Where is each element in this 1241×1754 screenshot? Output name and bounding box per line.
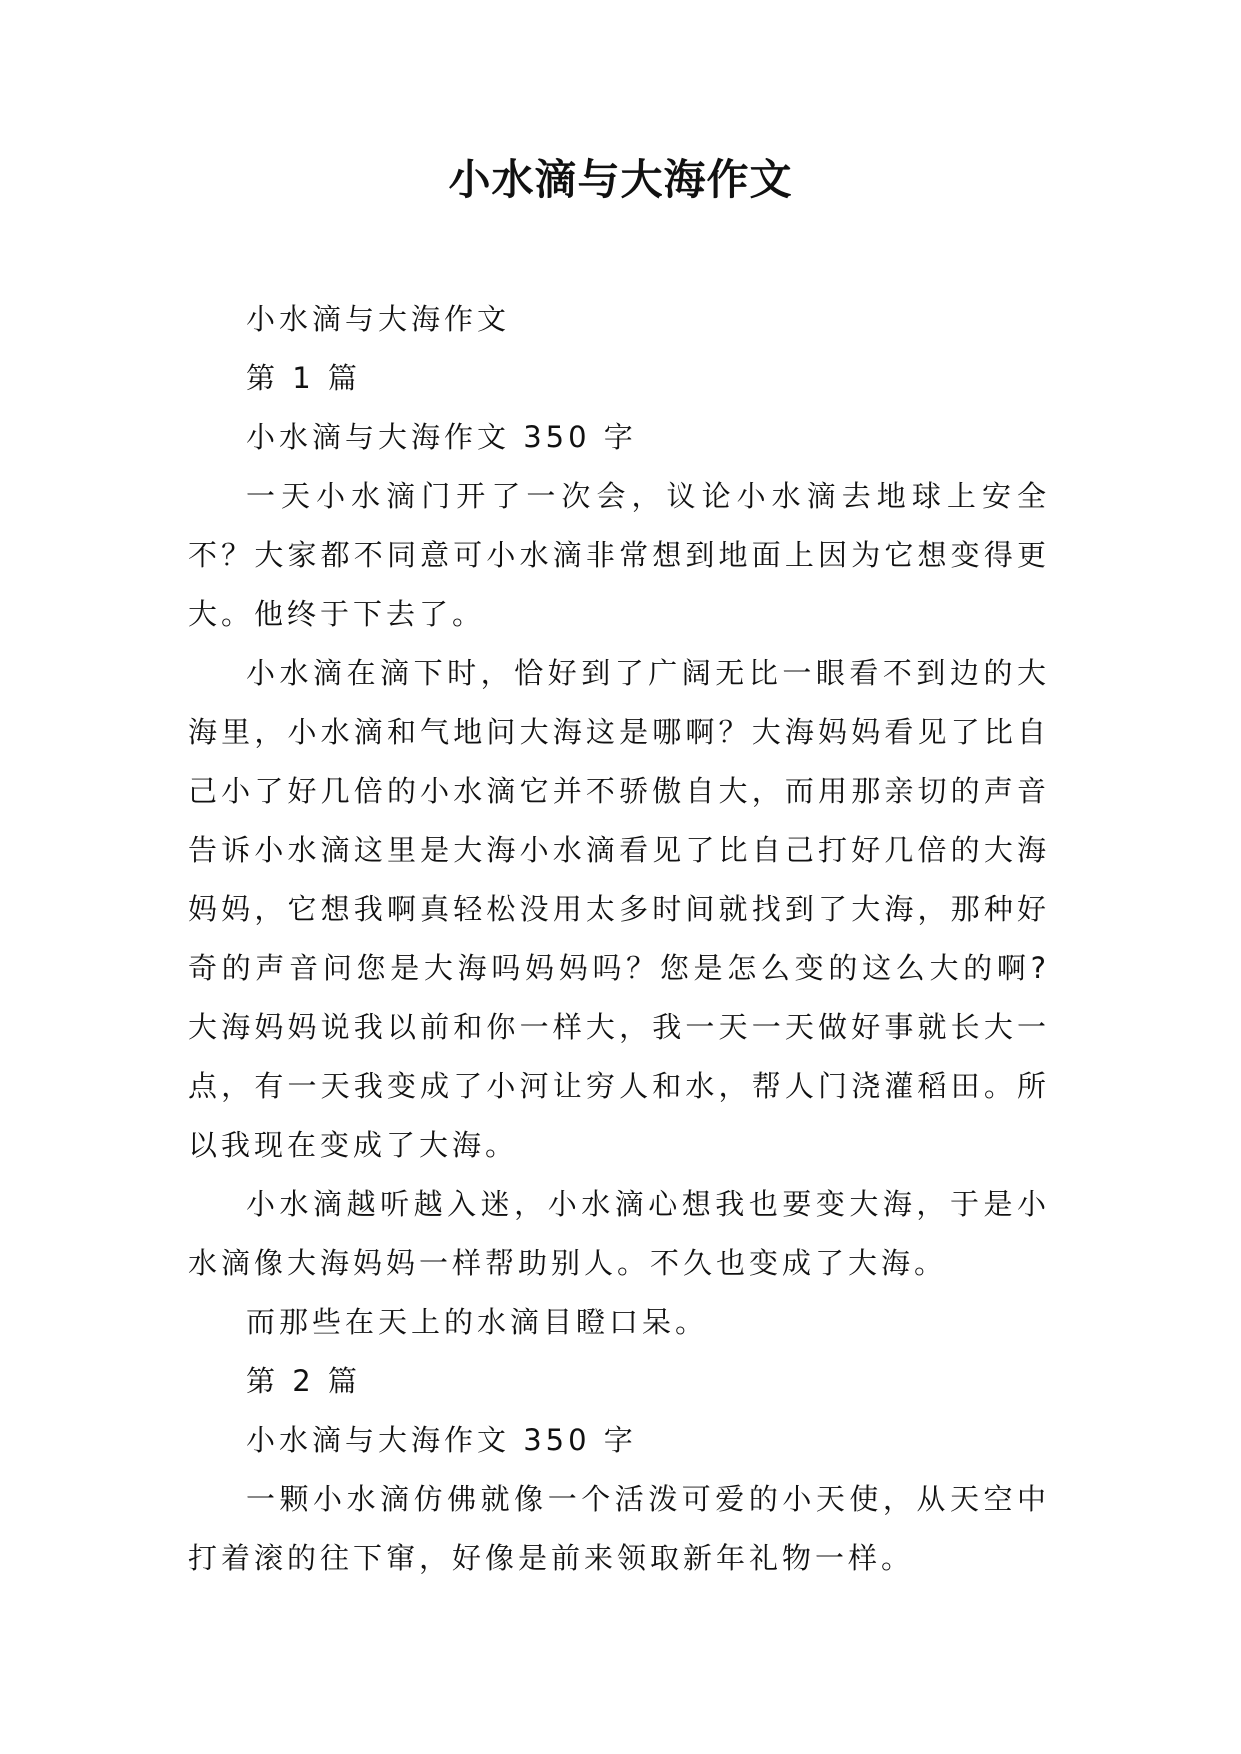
paragraph-body: 小水滴在滴下时，恰好到了广阔无比一眼看不到边的大海里，小水滴和气地问大海这是哪啊？大海妈妈看见了比自己小了好几倍的小水滴它并不骄傲自大，而用那亲切的声音告诉小水滴这里是大海小水滴看见了比自己打好几倍的大海妈妈，它想我啊真轻松没用太多时间就找到了大海，那种好奇的声音问您是大海吗妈妈吗？您是怎么变的这么大的啊?大海妈妈说我以前和你一样大，我一天一天做好事就长大一点，有一天我变成了小河让穷人和水，帮人门浇灌稻田。所以我现在变成了大海。 [188,656,1050,1162]
document-title: 小水滴与大海作文 [448,155,793,204]
paragraph-section-1-title: 小水滴与大海作文 350 字 [246,420,637,454]
paragraph-body: 一天小水滴门开了一次会，议论小水滴去地球上安全不？大家都不同意可小水滴非常想到地面上因为它想变得更大。他终于下去了。 [188,479,1050,631]
paragraph-body: 而那些在天上的水滴目瞪口呆。 [246,1305,709,1339]
paragraph-body: 小水滴越听越入迷，小水滴心想我也要变大海，于是小水滴像大海妈妈一样帮助别人。不久也变成了大海。 [188,1187,1050,1280]
paragraph-section-2-title: 小水滴与大海作文 350 字 [246,1423,637,1457]
document-body [188,290,1050,1588]
paragraph-section-2-heading: 第 2 篇 [246,1364,361,1398]
paragraph-section-1-heading: 第 1 篇 [246,361,361,395]
paragraph-subtitle: 小水滴与大海作文 [246,302,511,336]
paragraph-body: 一颗小水滴仿佛就像一个活泼可爱的小天使，从天空中打着滚的往下窜，好像是前来领取新年礼物一样。 [188,1482,1050,1575]
